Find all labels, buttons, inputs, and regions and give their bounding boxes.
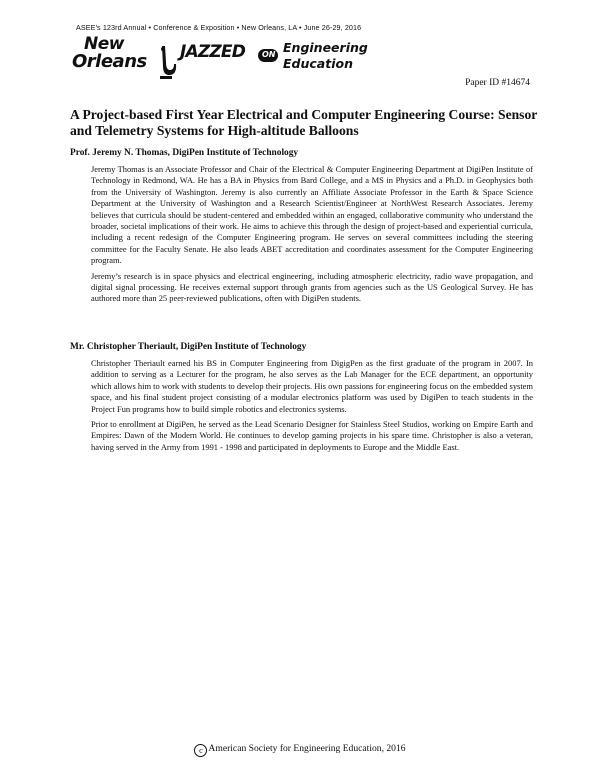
conference-logo [72,36,382,84]
bio-paragraph: Christopher Theriault earned his BS in Computer Engineering from DigigPen as the first graduate of the program in 2007. In addition to serving as a Lecturer for the program, he also serves as the Lab Manager for the ECE department, an opportunity which allows him to work with students to develop their projects. His own passions for engineering focus on the embedded system space, and his final student project consisting of a modular electronics platform was used by DigiPen to teach students in the Project Fun programs how to build simple robotics and electronics systems. [91,358,533,414]
logo-word-engineering: Engineering [283,40,368,55]
bio-paragraph: Prior to enrollment at DigiPen, he served as the Lead Scenario Designer for Stainless Steel Studios, working on Empire Earth and Empires: Dawn of the Modern World. He continues to develop gaming projects in his spare time. Christopher is also a veteran, having served in the Army from 1991 - 1998 and participated in deployments to Europe and the Middle East. [91,419,533,452]
author-bio [91,358,533,457]
author-heading: Mr. Christopher Theriault, DigiPen Institute of Technology [70,342,307,352]
copyright-icon: c [194,744,207,757]
bio-paragraph: Jeremy Thomas is an Associate Professor and Chair of the Electrical & Computer Engineering Department at DigiPen Institute of Technology in Redmond, WA. He has a BA in Physics from Bard College, and a MS in Physics and a Ph.D. in Geophysics both from the University of Washington. Jeremy is also currently an Affiliate Associate Professor in the Earth & Space Science Department at the University of Washington and a Research Scientist/Engineer at NorthWest Research Associates. Jeremy believes that curricula should be student-centered and embedded within an engaged, collaborative community who understand the broader, societal implications of their work. He aims to achieve this through the design of project-based and experiential curricula, including a recent redesign of the Computer Engineering program. He serves on several committees including the steering committee for the Faculty Senate. He also leads ABET accreditation and coordinates assessment for the Computer Engineering program. [91,164,533,266]
author-bio [91,164,533,309]
logo-word-orleans: Orleans [72,51,147,72]
conference-banner-line: ASEE's 123rd Annual • Conference & Exposition • New Orleans, LA • June 26-29, 2016 [76,23,362,32]
logo-word-on: ON [262,50,276,59]
paper-title: A Project-based First Year Electrical and Computer Engineering Course: Sensor and Telemetry Systems for High-altitude Balloons [70,107,538,138]
saxophone-icon [156,44,178,80]
logo-word-education: Education [283,56,353,71]
copyright-footer [0,743,600,757]
logo-word-new: New [84,34,124,54]
author-heading: Prof. Jeremy N. Thomas, DigiPen Institute of Technology [70,148,299,158]
bio-paragraph: Jeremy’s research is in space physics and electrical engineering, including atmospheric electricity, radio wave propagation, and digital signal processing. He receives external support through grants from agencies such as the US Geological Survey. He has authored more than 25 peer-reviewed publications, often with DigiPen students. [91,270,533,304]
paper-id: Paper ID #14674 [465,78,530,88]
copyright-text: American Society for Engineering Education, 2016 [208,743,406,754]
logo-word-jazzed: JAZZED [180,42,246,62]
